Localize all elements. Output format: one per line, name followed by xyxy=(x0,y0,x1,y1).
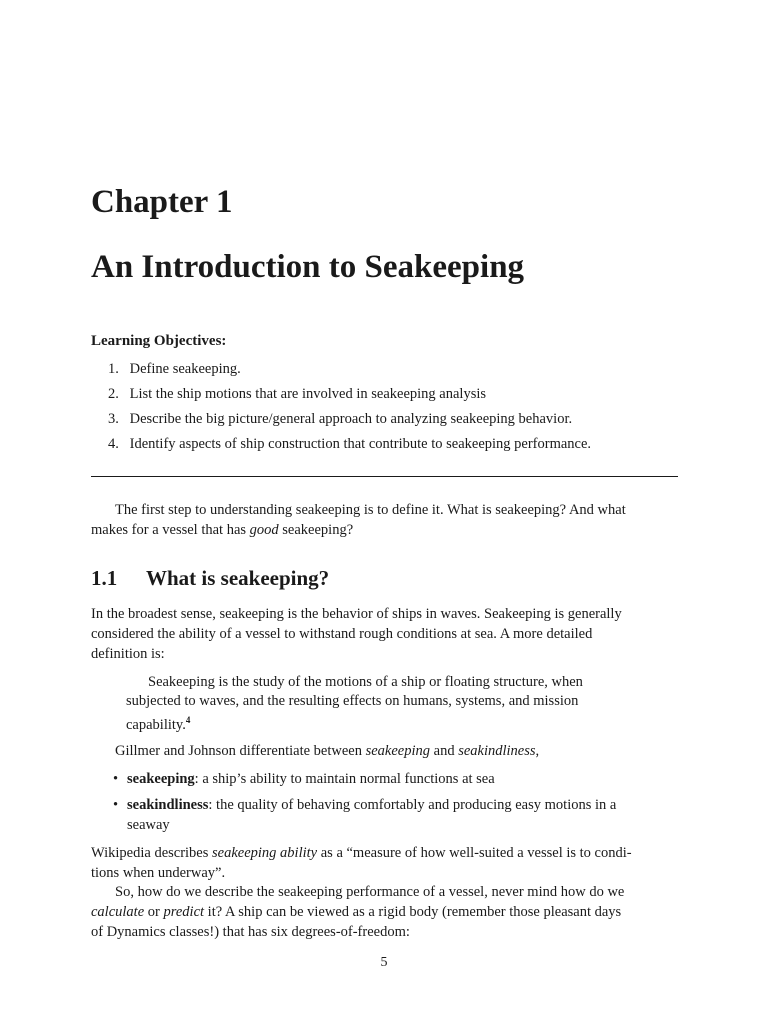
wikipedia-line-1 xyxy=(91,843,678,863)
objective-text: List the ship motions that are involved in seakeeping analysis xyxy=(129,386,487,402)
horizontal-rule xyxy=(91,476,678,477)
gillmer-paragraph xyxy=(91,741,678,761)
section-number: 1.1 xyxy=(91,566,118,590)
closing-paragraph xyxy=(91,882,678,942)
definition-bullets xyxy=(113,769,616,841)
closing-line-3: of Dynamics classes!) that has six degrees-of-freedom: xyxy=(91,924,410,940)
wikipedia-emphasis: seakeeping ability xyxy=(212,845,318,861)
objective-text: Describe the big picture/general approach to analyzing seakeeping behavior. xyxy=(129,411,573,427)
definition-paragraph xyxy=(91,604,678,664)
gillmer-term-seakindliness: seakindliness xyxy=(458,743,536,759)
footnote-marker: 4 xyxy=(185,715,191,725)
quote-text: capability. xyxy=(126,716,186,733)
section-heading xyxy=(91,563,329,593)
intro-line-2 xyxy=(91,520,678,540)
intro-line-1: The first step to understanding seakeeping is to define it. What is seakeeping? And what xyxy=(115,502,626,518)
objective-item xyxy=(108,409,591,434)
wikipedia-paragraph xyxy=(91,843,678,883)
bullet-text: : a ship’s ability to maintain normal functions at sea xyxy=(194,771,495,787)
bullet-term: seakeeping xyxy=(127,771,195,787)
page-number: 5 xyxy=(380,955,388,970)
closing-line-2 xyxy=(91,902,678,922)
objective-number: 4. xyxy=(108,436,119,452)
bullet-text: : the quality of behaving comfortably and producing easy motions in a xyxy=(208,797,617,813)
bullet-item xyxy=(113,795,616,835)
objective-text: Identify aspects of ship construction that contribute to seakeeping performance. xyxy=(129,436,592,452)
objective-text: Define seakeeping. xyxy=(129,361,241,377)
definition-line-3: definition is: xyxy=(91,646,165,662)
quote-line-2: subjected to waves, and the resulting effects on humans, systems, and mission xyxy=(126,693,579,709)
closing-text: or xyxy=(144,904,164,920)
bullet-term: seakindliness xyxy=(127,797,209,813)
learning-objectives-heading: Learning Objectives: xyxy=(91,333,227,349)
intro-paragraph xyxy=(91,500,678,540)
chapter-label: Chapter 1 xyxy=(91,184,233,220)
gillmer-line xyxy=(91,741,678,761)
chapter-title: An Introduction to Seakeeping xyxy=(91,249,525,285)
objective-item xyxy=(108,434,591,459)
gillmer-text: , xyxy=(535,743,540,759)
objective-number: 1. xyxy=(108,361,119,377)
learning-objectives-list xyxy=(108,359,591,459)
closing-emphasis: predict xyxy=(163,904,205,920)
bullet-item xyxy=(113,769,616,789)
wikipedia-text: as a “measure of how well-suited a vessel is to condi- xyxy=(317,845,632,861)
objective-number: 3. xyxy=(108,411,119,427)
bullet-icon: • xyxy=(113,797,119,813)
definition-line-1: In the broadest sense, seakeeping is the behavior of ships in waves. Seakeeping is generally xyxy=(91,606,622,622)
quote-line-3 xyxy=(126,711,646,733)
objective-item xyxy=(108,359,591,384)
closing-emphasis: calculate xyxy=(91,904,145,920)
objective-number: 2. xyxy=(108,386,119,402)
bullet-continuation: seaway xyxy=(127,817,170,833)
closing-line-1: So, how do we describe the seakeeping performance of a vessel, never mind how do we xyxy=(115,884,625,900)
gillmer-text: and xyxy=(430,743,459,759)
intro-emphasis: good xyxy=(249,522,279,538)
wikipedia-text: Wikipedia describes xyxy=(91,845,213,861)
gillmer-text: Gillmer and Johnson differentiate between xyxy=(115,743,366,759)
wikipedia-line-2: tions when underway”. xyxy=(91,865,226,881)
bullet-icon: • xyxy=(113,771,119,787)
intro-text: makes for a vessel that has xyxy=(91,522,250,538)
section-title: What is seakeeping? xyxy=(146,566,330,590)
definition-line-2: considered the ability of a vessel to withstand rough conditions at sea. A more detailed xyxy=(91,626,593,642)
definition-quote xyxy=(126,673,646,733)
gillmer-term-seakeeping: seakeeping xyxy=(365,743,431,759)
quote-line-1: Seakeeping is the study of the motions of a ship or floating structure, when xyxy=(148,674,583,690)
intro-text: seakeeping? xyxy=(278,522,354,538)
objective-item xyxy=(108,384,591,409)
closing-text: it? A ship can be viewed as a rigid body (remember those pleasant days xyxy=(204,904,622,920)
